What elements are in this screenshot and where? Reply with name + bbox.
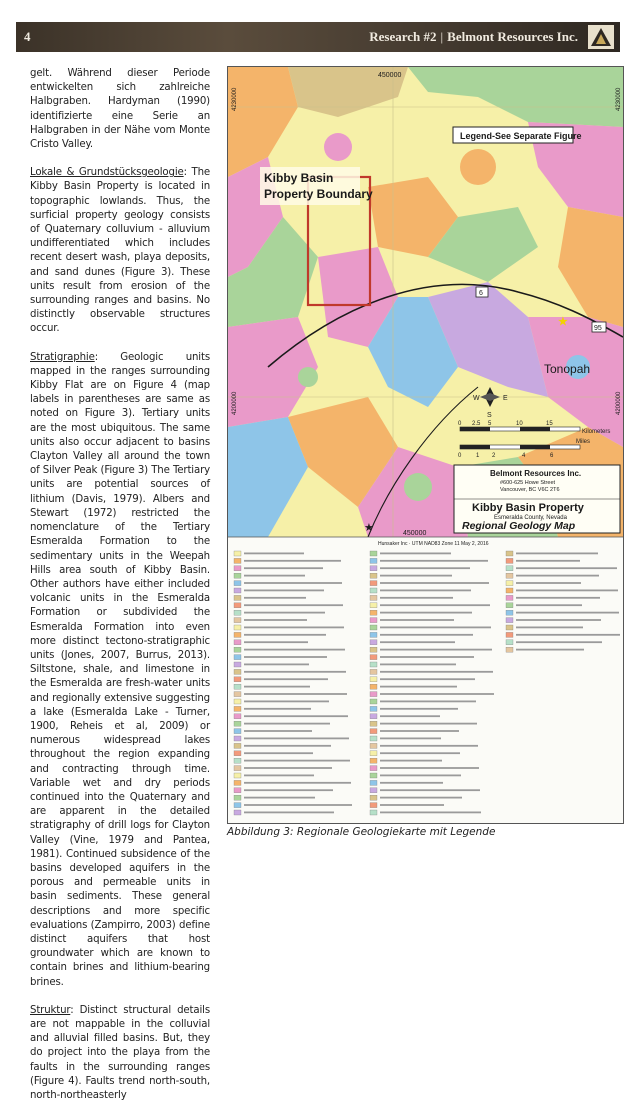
legend-text-line: [244, 664, 309, 666]
scale-mi-4: 6: [550, 453, 554, 459]
legend-swatch: [506, 640, 513, 645]
legend-swatch: [370, 573, 377, 578]
route-95: 95: [594, 325, 602, 332]
legend-reference-box: Legend-See Separate Figure: [460, 131, 582, 141]
legend-swatch: [234, 780, 241, 785]
legend-text-line: [244, 619, 307, 621]
legend-text-line: [380, 693, 494, 695]
legend-swatch: [234, 706, 241, 711]
legend-text-line: [380, 664, 456, 666]
legend-text-line: [516, 634, 620, 636]
legend-swatch: [234, 632, 241, 637]
legend-swatch: [234, 729, 241, 734]
legend-text-line: [244, 693, 347, 695]
legend-swatch: [506, 595, 513, 600]
map-footer-credit: Hunsaker Inc · UTM NAD83 Zone 11 May 2, 2016: [378, 541, 489, 547]
legend-swatch: [234, 551, 241, 556]
legend-swatch: [506, 573, 513, 578]
legend-text-line: [380, 723, 477, 725]
legend-text-line: [244, 701, 329, 703]
legend-text-line: [516, 612, 619, 614]
legend-text-line: [380, 656, 474, 658]
legend-swatch: [370, 706, 377, 711]
local-geology-body: : The Kibby Basin Property is located in topographic lowlands. Thus, the surficial property geology consists of Quaternary colluvium - alluvium undifferentiated which includes recent desert wash, playa deposits, and sand dunes (Figure 3). These units result from erosion of the surrounding ranges and basins. No distinctly observable structures occur.: [30, 167, 211, 335]
legend-swatch: [370, 684, 377, 689]
legend-text-line: [244, 656, 327, 658]
legend-text-line: [244, 553, 304, 555]
legend-swatch: [370, 803, 377, 808]
legend-text-line: [516, 590, 618, 592]
company-logo-icon: [588, 25, 614, 49]
legend-swatch: [370, 655, 377, 660]
legend-text-line: [516, 619, 601, 621]
legend-swatch: [234, 595, 241, 600]
scale-mi-2: 2: [492, 453, 496, 459]
body-text-column: [30, 67, 210, 1117]
legend-text-line: [516, 567, 617, 569]
legend-swatch: [234, 743, 241, 748]
header-company: Belmont Resources Inc.: [447, 29, 578, 44]
legend-swatch: [370, 758, 377, 763]
header-separator: |: [440, 29, 444, 44]
legend-swatch: [370, 581, 377, 586]
legend-text-line: [380, 767, 479, 769]
stratigraphy-body: : Geologic units mapped in the ranges surrounding Kibby Flat are on Figure 4 (map labels in parentheses are same as noted on Figure 3). Tertiary units are the most ubiquitous. The same units also occur adjacent to basins Clayton Valley all around the town of Silver Peak (Figure 3) The Tertiary units are potential sources of lithium (Davis, 1979). Albers and Stewart (1972) restricted the nomenclature of the Tertiary Esmeralda Formation to the sedimentary units in the Weepah Hills area south of Kibby Basin. Other authors have either included volcanic units in the Esmeralda Formation or subdivided the Esmeralda Formation into even more distinct tectono-stratigraphic units (Jones, 2007, Burrus, 2013). Siltstone, shale, and limestone in the Esmeralda are fresh-water units and regionally extensive suggesting a lake (Esmeralda Lake - Turner, 1900, Reheis et al, 2009) or numerous widespread lakes throughout the region expanding and contracting through time. Variable wet and dry periods continued into the Quaternary and are apparent in the detailed stratigraphy of drill logs for Clayton Valley (Vine, 1979 and Pantea, 1981). Continued subsidence of the basins developed aquifers in the porous and permeable units in basin sediments. These general descriptions and more specific evaluations (Zampirro, 2003) define distinct aquifers that host groundwater which are known to contain brines and lithium-bearing brines.: [30, 351, 210, 988]
legend-text-line: [244, 567, 323, 569]
paragraph-local-geology: [30, 166, 210, 336]
legend-swatch: [506, 588, 513, 593]
legend-swatch: [234, 751, 241, 756]
heading-stratigraphy: Stratigraphie: [30, 351, 95, 363]
figure-caption: Abbildung 3: Regionale Geologiekarte mit Legende: [227, 826, 496, 838]
legend-text-line: [244, 582, 342, 584]
legend-text-line: [380, 597, 453, 599]
legend-text-line: [380, 612, 472, 614]
legend-swatch: [370, 603, 377, 608]
legend-swatch: [234, 581, 241, 586]
legend-text-line: [244, 752, 313, 754]
legend-swatch: [234, 618, 241, 623]
legend-text-line: [244, 604, 343, 606]
compass-s: S: [487, 412, 492, 419]
legend-text-line: [244, 678, 328, 680]
legend-swatch: [370, 610, 377, 615]
legend-text-line: [380, 619, 454, 621]
legend-text-line: [244, 597, 306, 599]
legend-swatch: [234, 795, 241, 800]
legend-text-line: [380, 745, 478, 747]
legend-swatch: [506, 603, 513, 608]
header-research: Research #2: [369, 29, 437, 44]
scale-km-3: 10: [516, 421, 523, 427]
legend-text-line: [516, 627, 583, 629]
legend-text-line: [380, 782, 443, 784]
legend-text-line: [244, 775, 314, 777]
scale-km-1: 2.5: [472, 421, 481, 427]
legend-text-line: [244, 634, 326, 636]
legend-text-line: [516, 575, 599, 577]
legend-swatch: [234, 677, 241, 682]
legend-swatch: [506, 566, 513, 571]
legend-swatch: [370, 595, 377, 600]
legend-swatch: [234, 647, 241, 652]
legend-text-line: [244, 738, 349, 740]
legend-text-line: [244, 745, 331, 747]
paragraph-structure: [30, 1004, 210, 1103]
scale-mi-1: 1: [476, 453, 480, 459]
heading-structure: Struktur: [30, 1004, 71, 1016]
legend-text-line: [380, 678, 475, 680]
legend-swatch: [506, 558, 513, 563]
legend-swatch: [370, 766, 377, 771]
scale-km-0: 0: [458, 421, 462, 427]
legend-swatch: [234, 773, 241, 778]
legend-swatch: [506, 610, 513, 615]
scale-bar-miles: [460, 445, 580, 449]
property-label-line2: Property Boundary: [264, 187, 373, 201]
coord-left-top: 4230000: [232, 87, 238, 111]
scale-km-label: Kilometers: [582, 429, 611, 435]
structure-body: : Distinct structural details are not mappable in the colluvial and alluvial filled basins. But, they do project into the playa from the faults in the surrounding ranges (Figure 4). Faults trend north-south, north-northeasterly: [30, 1004, 210, 1102]
legend-swatch: [370, 647, 377, 652]
legend-swatch: [370, 566, 377, 571]
legend-text-line: [380, 686, 457, 688]
legend-text-line: [244, 715, 348, 717]
legend-text-line: [516, 604, 582, 606]
legend-text-line: [244, 641, 308, 643]
legend-text-line: [244, 760, 350, 762]
legend-text-line: [244, 730, 312, 732]
legend-swatch: [370, 751, 377, 756]
map-title-line1: Kibby Basin Property: [472, 502, 584, 514]
legend-swatch: [370, 810, 377, 815]
scale-km-2: 5: [488, 421, 492, 427]
legend-swatch: [370, 714, 377, 719]
legend-text-line: [380, 575, 452, 577]
legend-swatch: [370, 692, 377, 697]
legend-swatch: [370, 743, 377, 748]
legend-swatch: [370, 773, 377, 778]
legend-text-line: [244, 723, 330, 725]
legend-text-line: [244, 804, 352, 806]
legend-swatch: [370, 588, 377, 593]
legend-swatch: [506, 647, 513, 652]
legend-text-line: [380, 560, 488, 562]
legend-swatch: [506, 551, 513, 556]
legend-text-line: [380, 708, 458, 710]
property-label-line1: Kibby Basin: [264, 171, 334, 185]
legend-text-line: [380, 804, 444, 806]
legend-swatch: [370, 551, 377, 556]
page-header: [16, 22, 620, 52]
legend-swatch: [234, 766, 241, 771]
legend-text-line: [380, 641, 455, 643]
legend-swatch: [234, 588, 241, 593]
map-company-addr2: Vancouver, BC V6C 2T6: [500, 487, 560, 493]
scale-mi-0: 0: [458, 453, 462, 459]
scale-km-4: 15: [546, 421, 553, 427]
legend-swatch: [370, 699, 377, 704]
compass-w: W: [473, 395, 480, 402]
legend-text-line: [380, 627, 491, 629]
legend-swatch: [234, 699, 241, 704]
coord-right-top: 4230000: [616, 87, 622, 111]
legend-swatch: [234, 558, 241, 563]
legend-text-line: [380, 789, 480, 791]
legend-swatch: [234, 758, 241, 763]
legend-text-line: [516, 560, 580, 562]
legend-text-line: [380, 760, 442, 762]
legend-text-line: [380, 812, 481, 814]
map-company-name: Belmont Resources Inc.: [490, 469, 582, 478]
legend-text-line: [380, 738, 441, 740]
scale-mi-3: 4: [522, 453, 526, 459]
legend-swatch: [234, 669, 241, 674]
legend-text-line: [244, 627, 344, 629]
legend-swatch: [234, 625, 241, 630]
legend-swatch: [370, 625, 377, 630]
legend-swatch: [506, 632, 513, 637]
legend-text-line: [244, 671, 346, 673]
legend-text-line: [380, 582, 489, 584]
coord-top: 450000: [378, 72, 402, 79]
page-number: 4: [24, 29, 31, 44]
legend-swatch: [370, 618, 377, 623]
geology-map-svg: [228, 67, 623, 823]
legend-text-line: [380, 553, 451, 555]
heading-local-geology: Lokale & Grundstücksgeologie: [30, 167, 184, 179]
legend-text-line: [380, 752, 460, 754]
legend-swatch: [370, 780, 377, 785]
legend-swatch: [234, 603, 241, 608]
legend-text-line: [244, 782, 351, 784]
legend-text-line: [516, 553, 598, 555]
legend-swatch: [234, 692, 241, 697]
legend-swatch: [370, 558, 377, 563]
legend-swatch: [370, 729, 377, 734]
legend-swatch: [234, 736, 241, 741]
compass-e: E: [503, 395, 508, 402]
legend-swatch: [234, 640, 241, 645]
legend-text-line: [380, 797, 462, 799]
legend-text-line: [380, 649, 492, 651]
scale-bar-km: [460, 427, 580, 431]
legend-swatch: [370, 721, 377, 726]
legend-text-line: [380, 604, 490, 606]
legend-text-line: [244, 560, 341, 562]
header-title: [369, 29, 578, 45]
legend-swatch: [234, 684, 241, 689]
coord-bottom: 450000: [403, 530, 427, 537]
legend-text-line: [380, 634, 473, 636]
legend-text-line: [244, 649, 345, 651]
legend-text-line: [516, 649, 584, 651]
legend-swatch: [234, 721, 241, 726]
paragraph-intro: gelt. Während dieser Periode entwickelten sich zahlreiche Halbgraben. Hardyman (1990) identifizierte eine Serie an Halbgraben in der Nähe vom Monte Cristo Valley.: [30, 68, 210, 151]
legend-text-line: [516, 582, 581, 584]
legend-swatch: [234, 573, 241, 578]
legend-text-line: [380, 775, 461, 777]
legend-swatch: [370, 795, 377, 800]
legend-swatch: [234, 655, 241, 660]
legend-swatch: [506, 581, 513, 586]
paragraph-stratigraphy: [30, 351, 210, 990]
legend-swatch: [370, 662, 377, 667]
legend-text-line: [380, 590, 471, 592]
legend-swatch: [234, 662, 241, 667]
legend-text-line: [380, 567, 470, 569]
legend-text-line: [516, 641, 602, 643]
legend-swatch: [506, 625, 513, 630]
legend-text-line: [244, 612, 325, 614]
town-star-silver-peak: ★: [364, 522, 374, 534]
legend-swatch: [506, 618, 513, 623]
legend-text-line: [244, 789, 333, 791]
legend-swatch: [234, 714, 241, 719]
map-title-line3: Regional Geology Map: [462, 520, 576, 532]
legend-swatch: [370, 640, 377, 645]
legend-text-line: [380, 730, 459, 732]
legend-text-line: [516, 597, 600, 599]
legend-text-line: [380, 671, 493, 673]
legend-swatch: [234, 788, 241, 793]
town-tonopah: Tonopah: [544, 362, 591, 376]
map-title-line2: Esmeralda County, Nevada: [494, 515, 567, 521]
map-company-addr1: #600-625 Howe Street: [500, 480, 556, 486]
legend-text-line: [244, 767, 332, 769]
legend-swatch: [370, 788, 377, 793]
route-6: 6: [479, 290, 483, 297]
scale-mi-label: Miles: [576, 439, 591, 445]
legend-swatch: [370, 677, 377, 682]
legend-text-line: [244, 686, 310, 688]
legend-text-line: [244, 797, 315, 799]
legend-swatch: [370, 669, 377, 674]
legend-text-line: [244, 812, 334, 814]
legend-swatch: [234, 610, 241, 615]
legend-text-line: [380, 715, 440, 717]
legend-swatch: [370, 632, 377, 637]
legend-text-line: [244, 575, 305, 577]
legend-text-line: [380, 701, 476, 703]
legend-text-line: [244, 708, 311, 710]
town-star-tonopah: ★: [558, 316, 568, 328]
legend-swatch: [234, 566, 241, 571]
legend-swatch: [234, 810, 241, 815]
legend-text-line: [244, 590, 324, 592]
legend-swatch: [370, 736, 377, 741]
coord-left-mid: 4200000: [232, 391, 238, 415]
coord-right-mid: 4200000: [616, 391, 622, 415]
legend-swatch: [234, 803, 241, 808]
regional-geology-map: [227, 66, 624, 824]
